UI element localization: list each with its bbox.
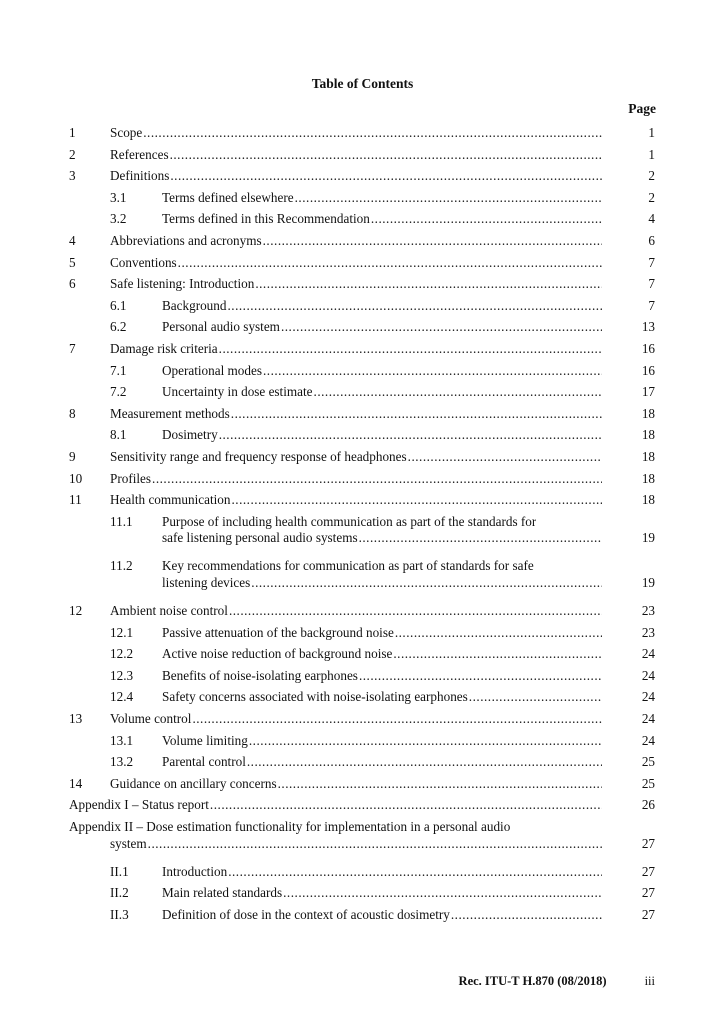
- toc-entry-number: 7.1: [110, 362, 127, 378]
- toc-entry-number: 10: [69, 470, 83, 486]
- toc-entry-number: 11: [69, 492, 82, 508]
- toc-entry-number: 1: [69, 125, 76, 140]
- toc-entry-title: Definitions: [110, 168, 170, 184]
- toc-entry-number: 12: [69, 603, 83, 618]
- toc-title: Table of Contents: [311, 76, 414, 91]
- dot-leader: [210, 797, 602, 813]
- toc-entry-page: 16: [641, 362, 655, 378]
- toc-entry-number: 7: [69, 341, 76, 356]
- toc-entry-number: 12.3: [110, 667, 134, 683]
- toc-entry-number: 5: [69, 254, 76, 270]
- toc-entry-number: 12.1: [110, 624, 134, 640]
- toc-entry-number: 13: [69, 711, 83, 726]
- toc-entry-title: Volume control: [110, 711, 192, 726]
- toc-entry-page: 19: [641, 574, 655, 590]
- toc-entry-number: 14: [69, 775, 83, 791]
- toc-entry-title: Guidance on ancillary concerns: [110, 775, 277, 791]
- toc-entry-page: 24: [641, 667, 655, 683]
- toc-entry-title: Key recommendations for communication as part of standards for safe: [162, 558, 534, 574]
- toc-entry-title: Ambient noise control: [110, 603, 228, 618]
- dot-leader: [408, 449, 602, 465]
- toc-entry-page: 18: [641, 427, 655, 443]
- toc-entry-number: 6.1: [110, 297, 127, 313]
- toc-entry-title: Main related standards: [162, 885, 283, 901]
- toc-entry-title: Active noise reduction of background noise: [162, 646, 393, 662]
- dot-leader: [227, 298, 602, 314]
- dot-leader: [263, 363, 602, 379]
- toc-entry-title: Personal audio system: [162, 319, 280, 335]
- dot-leader: [143, 125, 602, 141]
- toc-entry-title: system: [110, 835, 147, 851]
- toc-entry-number: 8.1: [110, 427, 127, 443]
- dot-leader: [219, 341, 602, 357]
- toc-entry-page: 27: [641, 863, 655, 879]
- dot-leader: [178, 255, 602, 271]
- toc-entry-page: 6: [648, 233, 655, 248]
- toc-entry-page: 19: [641, 530, 655, 546]
- toc-entry-page: 17: [641, 384, 655, 400]
- toc-entry-page: 18: [641, 449, 655, 464]
- toc-entry-page: 18: [641, 405, 655, 421]
- dot-leader: [283, 885, 602, 901]
- toc-entry-number: 3: [69, 168, 76, 184]
- toc-entry-title: listening devices: [162, 574, 251, 590]
- toc-entry-number: 11.1: [110, 513, 133, 529]
- toc-entry-title: Operational modes: [162, 362, 262, 378]
- dot-leader: [249, 733, 602, 749]
- toc-entry-title: Background: [162, 297, 227, 313]
- toc-entry-number: 13.1: [110, 732, 134, 748]
- toc-entry-page: 16: [641, 341, 655, 356]
- toc-entry-number: 13.2: [110, 754, 134, 770]
- toc-entry-title: Uncertainty in dose estimate: [162, 384, 313, 400]
- toc-entry-title: Terms defined in this Recommendation: [162, 211, 370, 227]
- toc-entry-number: 2: [69, 146, 76, 162]
- toc-entry-number: 11.2: [110, 558, 133, 574]
- toc-entry-title: Dosimetry: [162, 427, 218, 443]
- toc-entry-title: Conventions: [110, 254, 177, 270]
- toc-entry-title: References: [110, 146, 169, 162]
- toc-entry-title: Damage risk criteria: [110, 341, 218, 356]
- toc-entry-title: Volume limiting: [162, 732, 248, 748]
- dot-leader: [278, 776, 602, 792]
- toc-entry-number: 3.2: [110, 211, 127, 227]
- dot-leader: [371, 211, 602, 227]
- dot-leader: [170, 168, 602, 184]
- toc-entry-title: Terms defined elsewhere: [162, 189, 294, 205]
- toc-entry-number: 7.2: [110, 384, 127, 400]
- dot-leader: [251, 575, 602, 591]
- toc-entry-page: 23: [641, 624, 655, 640]
- toc-entry-title: Appendix I – Status report: [69, 797, 209, 813]
- toc-entry-number: 3.1: [110, 189, 127, 205]
- toc-entry-page: 7: [648, 297, 655, 313]
- toc-entry-page: 24: [641, 711, 655, 726]
- footer-page-number: iii: [644, 974, 655, 988]
- toc-entry-page: 2: [648, 168, 655, 184]
- toc-entry-title: safe listening personal audio systems: [162, 530, 358, 546]
- toc-entry-title: Safety concerns associated with noise-isolating earphones: [162, 689, 468, 705]
- toc-entry-page: 7: [648, 276, 655, 292]
- toc-entry-page: 27: [641, 906, 655, 922]
- dot-leader: [152, 471, 602, 487]
- toc-entry-page: 2: [648, 189, 655, 205]
- toc-entry-title: Scope: [110, 125, 143, 140]
- toc-entry-title: Appendix II – Dose estimation functionality for implementation in a personal audio: [69, 819, 511, 834]
- toc-entry-page: 27: [641, 885, 655, 901]
- toc-entry-title: Health communication: [110, 492, 231, 508]
- toc-entry-page: 1: [648, 146, 655, 162]
- dot-leader: [228, 864, 602, 880]
- dot-leader: [192, 711, 602, 727]
- dot-leader: [231, 406, 602, 422]
- toc-entry-page: 1: [648, 125, 655, 140]
- footer-recommendation: Rec. ITU-T H.870 (08/2018): [458, 974, 607, 988]
- toc-entry-title: Passive attenuation of the background noise: [162, 624, 394, 640]
- toc-entry-number: II.2: [110, 885, 129, 901]
- dot-leader: [170, 147, 602, 163]
- dot-leader: [395, 625, 602, 641]
- dot-leader: [148, 836, 602, 852]
- toc-entry-number: 6.2: [110, 319, 127, 335]
- toc-entry-page: 24: [641, 646, 655, 662]
- dot-leader: [451, 907, 602, 923]
- toc-entry-page: 24: [641, 732, 655, 748]
- dot-leader: [229, 603, 602, 619]
- toc-entry-title: Purpose of including health communication as part of the standards for: [162, 513, 537, 529]
- toc-entry-number: II.1: [110, 863, 129, 879]
- toc-entry-title: Sensitivity range and frequency response of headphones: [110, 449, 407, 464]
- toc-entry-page: 4: [648, 211, 655, 227]
- toc-entry-title: Benefits of noise-isolating earphones: [162, 667, 358, 683]
- toc-entry-page: 18: [641, 470, 655, 486]
- toc-entry-title: Safe listening: Introduction: [110, 276, 255, 292]
- dot-leader: [295, 190, 602, 206]
- toc-entry-page: 18: [641, 492, 655, 508]
- toc-entry-title: Introduction: [162, 863, 228, 879]
- toc-entry-title: Abbreviations and acronyms: [110, 233, 262, 248]
- dot-leader: [359, 668, 602, 684]
- toc-entry-page: 13: [641, 319, 655, 335]
- toc-entry-number: 4: [69, 233, 76, 248]
- toc-entry-page: 23: [641, 603, 655, 618]
- toc-entry-page: 7: [648, 254, 655, 270]
- toc-entry-number: 8: [69, 405, 76, 421]
- toc-entry-page: 27: [641, 835, 655, 851]
- toc-entry-number: 6: [69, 276, 76, 292]
- dot-leader: [219, 427, 602, 443]
- page-column-label: Page: [628, 101, 656, 116]
- toc-entry-page: 25: [641, 775, 655, 791]
- dot-leader: [231, 492, 602, 508]
- dot-leader: [314, 384, 602, 400]
- toc-entry-page: 26: [641, 797, 655, 813]
- toc-entry-number: 12.4: [110, 689, 134, 705]
- page-footer: [459, 974, 655, 989]
- toc-entry-number: II.3: [110, 906, 129, 922]
- dot-leader: [393, 646, 602, 662]
- dot-leader: [247, 754, 602, 770]
- dot-leader: [263, 233, 602, 249]
- toc-entry-page: 25: [641, 754, 655, 770]
- toc-entry-title: Measurement methods: [110, 405, 230, 421]
- toc-entry-title: Definition of dose in the context of acoustic dosimetry: [162, 906, 450, 922]
- dot-leader: [255, 276, 602, 292]
- toc-entry-number: 9: [69, 449, 76, 464]
- toc-entry-page: 24: [641, 689, 655, 705]
- dot-leader: [359, 530, 602, 546]
- toc-entry-number: 12.2: [110, 646, 134, 662]
- dot-leader: [281, 319, 602, 335]
- dot-leader: [469, 689, 602, 705]
- toc-entry-title: Profiles: [110, 470, 152, 486]
- toc-entry-title: Parental control: [162, 754, 246, 770]
